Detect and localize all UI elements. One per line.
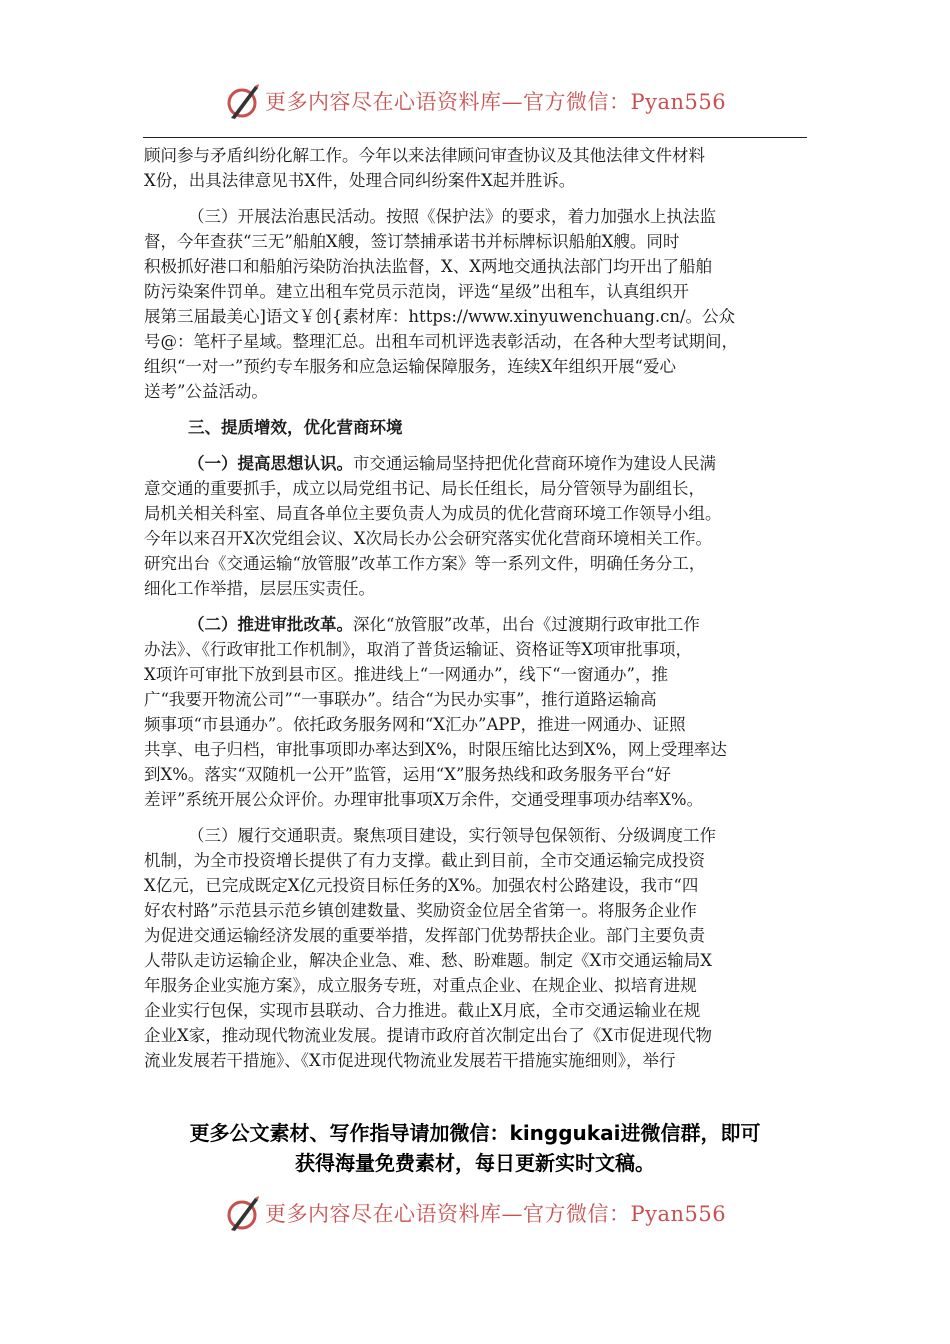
text-line: 为促进交通运输经济发展的重要举措，发挥部门优势帮扶企业。部门主要负责 — [144, 926, 705, 945]
paragraph-2 — [144, 204, 808, 404]
text-line: 年服务企业实施方案》，成立服务专班，对重点企业、在规企业、拟培育进规 — [144, 976, 697, 995]
paragraph-5 — [144, 823, 808, 1073]
text-line: 今年以来召开X次党组会议、X次局长办公会研究落实优化营商环境相关工作。 — [144, 529, 712, 548]
section-heading: 三、提质增效，优化营商环境 — [188, 418, 403, 437]
promo-line-2: 获得海量免费素材，每日更新实时文稿。 — [295, 1151, 655, 1175]
text-line: 细化工作举措，层层压实责任。 — [144, 579, 375, 598]
text-line: X份，出具法律意见书X件，处理合同纠纷案件X起并胜诉。 — [144, 171, 576, 190]
text-line: 防污染案件罚单。建立出租车党员示范岗，评选“星级”出租车，认真组织开 — [144, 282, 689, 301]
paragraph-1 — [144, 143, 808, 193]
text-line: （三）履行交通职责。聚焦项目建设，实行领导包保领衔、分级调度工作 — [188, 826, 716, 845]
text-line: 流业发展若干措施》、《X市促进现代物流业发展若干措施实施细则》，举行 — [144, 1051, 676, 1070]
text-line: 共享、电子归档，审批事项即办率达到X%，时限压缩比达到X%，网上受理率达 — [144, 740, 727, 759]
text-line: （三）开展法治惠民活动。按照《保护法》的要求，着力加强水上执法监 — [188, 207, 716, 226]
text-line — [144, 612, 808, 637]
text-line: 送考”公益活动。 — [144, 382, 268, 401]
text-line: 广“我要开物流公司”“一事联办”。结合“为民办实事”，推行道路运输高 — [144, 690, 657, 709]
promo-line-1: 更多公文素材、写作指导请加微信：kinggukai进微信群，即可 — [189, 1121, 761, 1145]
subheading-lead: （二）推进审批改革。 — [188, 615, 353, 634]
text-line: 顾问参与矛盾纠纷化解工作。今年以来法律顾问审查协议及其他法律文件材料 — [144, 146, 705, 165]
text-line: 到X%。落实“双随机一公开”监管，运用“X”服务热线和政务服务平台“好 — [144, 765, 671, 784]
text-line: 频事项“市县通办”。依托政务服务网和“X汇办”APP，推进一网通办、证照 — [144, 715, 686, 734]
promo-notice — [100, 1118, 850, 1178]
text-line: 督，今年查获“三无”船舶X艘，签订禁捕承诺书并标牌标识船舶X艘。同时 — [144, 232, 680, 251]
subheading-lead: （一）提高思想认识。 — [188, 454, 353, 473]
text-line: 机制，为全市投资增长提供了有力支撑。截止到目前，全市交通运输完成投资 — [144, 851, 705, 870]
document-body — [144, 143, 808, 1073]
header-banner-text: 更多内容尽在心语资料库—官方微信：Pyan556 — [265, 90, 727, 114]
footer-banner — [0, 1192, 950, 1236]
text-line: 企业实行包保，实现市县联动、合力推进。截止X月底，全市交通运输业在规 — [144, 1001, 701, 1020]
text-line: 意交通的重要抓手，成立以局党组书记、局长任组长，局分管领导为副组长， — [144, 479, 705, 498]
paragraph-3 — [144, 451, 808, 601]
quill-logo-icon — [225, 82, 261, 122]
text-line — [144, 451, 808, 476]
header-banner — [0, 80, 950, 124]
paragraph-4 — [144, 612, 808, 812]
quill-logo-icon — [225, 1194, 261, 1234]
text-span: 深化“放管服”改革，出台《过渡期行政审批工作 — [353, 615, 700, 634]
text-line: 积极抓好港口和船舶污染防治执法监督，X、X两地交通执法部门均开出了船舶 — [144, 257, 712, 276]
text-line: X项许可审批下放到县市区。推进线上“一网通办”，线下“一窗通办”，推 — [144, 665, 668, 684]
text-line: 人带队走访运输企业，解决企业急、难、愁、盼难题。制定《X市交通运输局X — [144, 951, 712, 970]
text-line: 办法》、《行政审批工作机制》，取消了普货运输证、资格证等X项审批事项， — [144, 640, 692, 659]
footer-banner-text: 更多内容尽在心语资料库—官方微信：Pyan556 — [265, 1202, 727, 1226]
text-line: 好农村路”示范县示范乡镇创建数量、奖励资金位居全省第一。将服务企业作 — [144, 901, 697, 920]
header-divider — [143, 137, 807, 138]
text-span: 市交通运输局坚持把优化营商环境作为建设人民满 — [353, 454, 716, 473]
text-line: 研究出台《交通运输“放管服”改革工作方案》等一系列文件，明确任务分工， — [144, 554, 706, 573]
text-line: 差评”系统开展公众评价。办理审批事项X万余件，交通受理事项办结率X%。 — [144, 790, 704, 809]
text-line: 企业X家，推动现代物流业发展。提请市政府首次制定出台了《X市促进现代物 — [144, 1026, 712, 1045]
text-line: 展第三届最美心]语文￥创{素材库：https://www.xinyuwenchuang.cn/。公众 — [144, 307, 736, 326]
text-line: 组织“一对一”预约专车服务和应急运输保障服务，连续X年组织开展“爱心 — [144, 357, 677, 376]
text-line: X亿元，已完成既定X亿元投资目标任务的X%。加强农村公路建设，我市“四 — [144, 876, 699, 895]
text-line: 局机关相关科室、局直各单位主要负责人为成员的优化营商环境工作领导小组。 — [144, 504, 722, 523]
text-line: 号@：笔杆子星域。整理汇总。出租车司机评选表彰活动，在各种大型考试期间， — [144, 332, 738, 351]
